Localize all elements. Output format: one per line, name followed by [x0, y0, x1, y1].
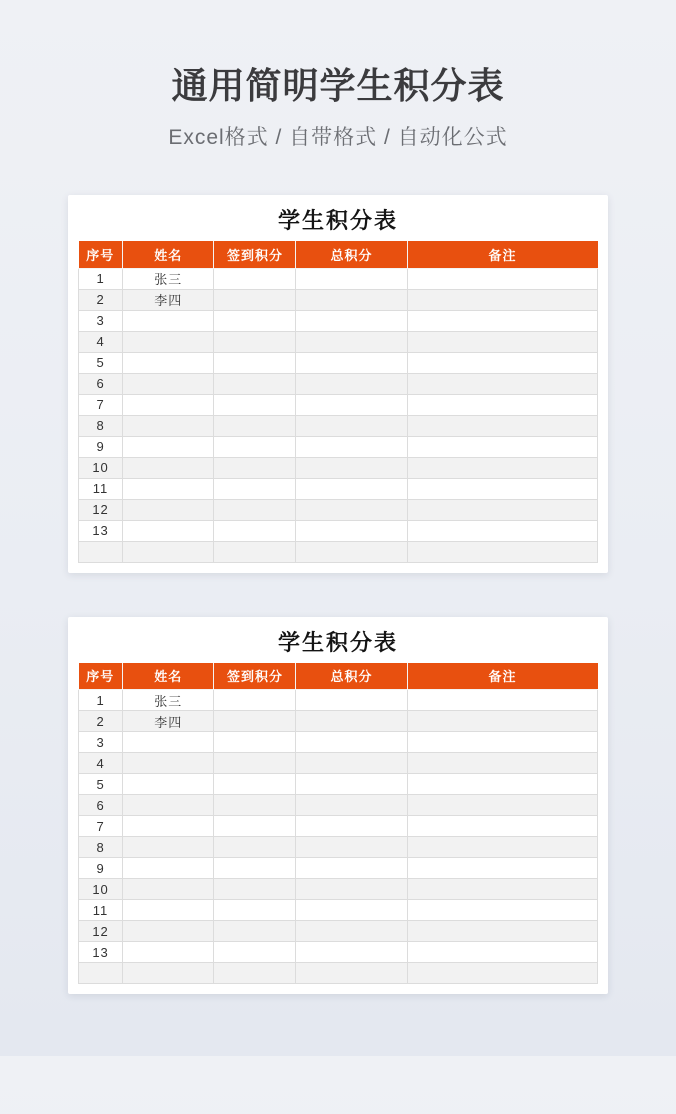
- name-cell: 李四: [123, 711, 214, 732]
- row-number-cell: 9: [79, 436, 123, 457]
- total-points-cell: [296, 753, 407, 774]
- note-cell: [407, 457, 597, 478]
- column-header: 姓名: [123, 663, 214, 690]
- student-points-table: [78, 241, 598, 563]
- column-header: 序号: [79, 663, 123, 690]
- checkin-points-cell: [214, 289, 296, 310]
- total-points-cell: [296, 942, 407, 963]
- checkin-points-cell: [214, 711, 296, 732]
- page-subtitle: Excel格式 / 自带格式 / 自动化公式: [168, 126, 508, 149]
- column-header: 序号: [79, 241, 123, 268]
- column-header: 签到积分: [214, 241, 296, 268]
- total-points-cell: [296, 879, 407, 900]
- table-row: [79, 499, 598, 520]
- note-cell: [407, 837, 597, 858]
- checkin-points-cell: [214, 774, 296, 795]
- table-row: [79, 900, 598, 921]
- header-row: [79, 241, 598, 268]
- row-number-cell: 6: [79, 795, 123, 816]
- table-row: [79, 268, 598, 289]
- name-cell: [123, 310, 214, 331]
- table-row: [79, 394, 598, 415]
- checkin-points-cell: [214, 837, 296, 858]
- student-points-table: [78, 663, 598, 985]
- total-points-cell: [296, 436, 407, 457]
- name-cell: [123, 795, 214, 816]
- name-cell: [123, 520, 214, 541]
- checkin-points-cell: [214, 310, 296, 331]
- checkin-points-cell: [214, 520, 296, 541]
- name-cell: [123, 963, 214, 984]
- column-header: 备注: [407, 663, 597, 690]
- name-cell: [123, 942, 214, 963]
- row-number-cell: 10: [79, 457, 123, 478]
- checkin-points-cell: [214, 816, 296, 837]
- row-number-cell: 6: [79, 373, 123, 394]
- note-cell: [407, 879, 597, 900]
- row-number-cell: 11: [79, 478, 123, 499]
- checkin-points-cell: [214, 879, 296, 900]
- note-cell: [407, 499, 597, 520]
- row-number-cell: 1: [79, 268, 123, 289]
- name-cell: [123, 373, 214, 394]
- table-row: [79, 816, 598, 837]
- note-cell: [407, 289, 597, 310]
- name-cell: [123, 478, 214, 499]
- table-row: [79, 520, 598, 541]
- name-cell: 张三: [123, 268, 214, 289]
- name-cell: [123, 499, 214, 520]
- note-cell: [407, 415, 597, 436]
- note-cell: [407, 858, 597, 879]
- checkin-points-cell: [214, 942, 296, 963]
- total-points-cell: [296, 289, 407, 310]
- note-cell: [407, 690, 597, 711]
- table-row: [79, 921, 598, 942]
- checkin-points-cell: [214, 331, 296, 352]
- note-cell: [407, 541, 597, 562]
- row-number-cell: 4: [79, 753, 123, 774]
- checkin-points-cell: [214, 457, 296, 478]
- row-number-cell: 10: [79, 879, 123, 900]
- table-row: [79, 373, 598, 394]
- row-number-cell: 5: [79, 774, 123, 795]
- note-cell: [407, 352, 597, 373]
- table-row: [79, 963, 598, 984]
- name-cell: [123, 541, 214, 562]
- checkin-points-cell: [214, 415, 296, 436]
- total-points-cell: [296, 478, 407, 499]
- total-points-cell: [296, 837, 407, 858]
- table-row: [79, 732, 598, 753]
- name-cell: [123, 837, 214, 858]
- row-number-cell: 9: [79, 858, 123, 879]
- table-row: [79, 858, 598, 879]
- total-points-cell: [296, 732, 407, 753]
- table-row: [79, 331, 598, 352]
- row-number-cell: 7: [79, 394, 123, 415]
- name-cell: [123, 879, 214, 900]
- note-cell: [407, 310, 597, 331]
- total-points-cell: [296, 774, 407, 795]
- name-cell: 张三: [123, 690, 214, 711]
- total-points-cell: [296, 457, 407, 478]
- total-points-cell: [296, 415, 407, 436]
- preview-card-bottom: [68, 617, 608, 995]
- note-cell: [407, 331, 597, 352]
- note-cell: [407, 373, 597, 394]
- name-cell: [123, 774, 214, 795]
- checkin-points-cell: [214, 732, 296, 753]
- table-row: [79, 436, 598, 457]
- table-row: [79, 711, 598, 732]
- total-points-cell: [296, 795, 407, 816]
- total-points-cell: [296, 963, 407, 984]
- row-number-cell: 2: [79, 711, 123, 732]
- checkin-points-cell: [214, 963, 296, 984]
- total-points-cell: [296, 541, 407, 562]
- name-cell: [123, 415, 214, 436]
- total-points-cell: [296, 394, 407, 415]
- name-cell: [123, 753, 214, 774]
- checkin-points-cell: [214, 753, 296, 774]
- note-cell: [407, 942, 597, 963]
- row-number-cell: 8: [79, 837, 123, 858]
- name-cell: [123, 858, 214, 879]
- table-row: [79, 289, 598, 310]
- column-header: 总积分: [296, 241, 407, 268]
- note-cell: [407, 520, 597, 541]
- name-cell: [123, 457, 214, 478]
- page-title: 通用简明学生积分表: [171, 65, 505, 106]
- template-preview-page: [0, 58, 676, 994]
- table-row: [79, 415, 598, 436]
- row-number-cell: 13: [79, 520, 123, 541]
- table-row: [79, 774, 598, 795]
- total-points-cell: [296, 352, 407, 373]
- checkin-points-cell: [214, 394, 296, 415]
- row-number-cell: 13: [79, 942, 123, 963]
- column-header: 备注: [407, 241, 597, 268]
- total-points-cell: [296, 499, 407, 520]
- total-points-cell: [296, 310, 407, 331]
- table-row: [79, 541, 598, 562]
- column-header: 姓名: [123, 241, 214, 268]
- table-row: [79, 310, 598, 331]
- note-cell: [407, 963, 597, 984]
- row-number-cell: 3: [79, 732, 123, 753]
- checkin-points-cell: [214, 858, 296, 879]
- name-cell: [123, 436, 214, 457]
- table-row: [79, 795, 598, 816]
- total-points-cell: [296, 520, 407, 541]
- row-number-cell: [79, 541, 123, 562]
- total-points-cell: [296, 900, 407, 921]
- row-number-cell: 12: [79, 921, 123, 942]
- checkin-points-cell: [214, 268, 296, 289]
- row-number-cell: 5: [79, 352, 123, 373]
- name-cell: 李四: [123, 289, 214, 310]
- checkin-points-cell: [214, 373, 296, 394]
- name-cell: [123, 921, 214, 942]
- checkin-points-cell: [214, 541, 296, 562]
- checkin-points-cell: [214, 900, 296, 921]
- total-points-cell: [296, 816, 407, 837]
- note-cell: [407, 753, 597, 774]
- row-number-cell: 2: [79, 289, 123, 310]
- name-cell: [123, 352, 214, 373]
- name-cell: [123, 331, 214, 352]
- header-row: [79, 663, 598, 690]
- checkin-points-cell: [214, 436, 296, 457]
- total-points-cell: [296, 858, 407, 879]
- row-number-cell: 11: [79, 900, 123, 921]
- table-row: [79, 352, 598, 373]
- row-number-cell: 3: [79, 310, 123, 331]
- table-title: 学生积分表: [277, 208, 398, 233]
- note-cell: [407, 478, 597, 499]
- total-points-cell: [296, 690, 407, 711]
- row-number-cell: 1: [79, 690, 123, 711]
- note-cell: [407, 900, 597, 921]
- table-row: [79, 879, 598, 900]
- table-row: [79, 942, 598, 963]
- name-cell: [123, 816, 214, 837]
- total-points-cell: [296, 373, 407, 394]
- checkin-points-cell: [214, 921, 296, 942]
- name-cell: [123, 394, 214, 415]
- total-points-cell: [296, 331, 407, 352]
- note-cell: [407, 816, 597, 837]
- checkin-points-cell: [214, 352, 296, 373]
- note-cell: [407, 774, 597, 795]
- note-cell: [407, 268, 597, 289]
- total-points-cell: [296, 921, 407, 942]
- total-points-cell: [296, 268, 407, 289]
- name-cell: [123, 900, 214, 921]
- checkin-points-cell: [214, 478, 296, 499]
- table-title: 学生积分表: [277, 629, 398, 655]
- checkin-points-cell: [214, 690, 296, 711]
- checkin-points-cell: [214, 795, 296, 816]
- note-cell: [407, 436, 597, 457]
- note-cell: [407, 795, 597, 816]
- row-number-cell: 7: [79, 816, 123, 837]
- row-number-cell: 8: [79, 415, 123, 436]
- row-number-cell: 12: [79, 499, 123, 520]
- note-cell: [407, 921, 597, 942]
- table-row: [79, 457, 598, 478]
- total-points-cell: [296, 711, 407, 732]
- table-row: [79, 478, 598, 499]
- table-row: [79, 753, 598, 774]
- column-header: 签到积分: [214, 663, 296, 690]
- preview-card-top: [68, 195, 608, 573]
- table-row: [79, 690, 598, 711]
- table-row: [79, 837, 598, 858]
- checkin-points-cell: [214, 499, 296, 520]
- note-cell: [407, 732, 597, 753]
- column-header: 总积分: [296, 663, 407, 690]
- row-number-cell: 4: [79, 331, 123, 352]
- note-cell: [407, 711, 597, 732]
- note-cell: [407, 394, 597, 415]
- name-cell: [123, 732, 214, 753]
- row-number-cell: [79, 963, 123, 984]
